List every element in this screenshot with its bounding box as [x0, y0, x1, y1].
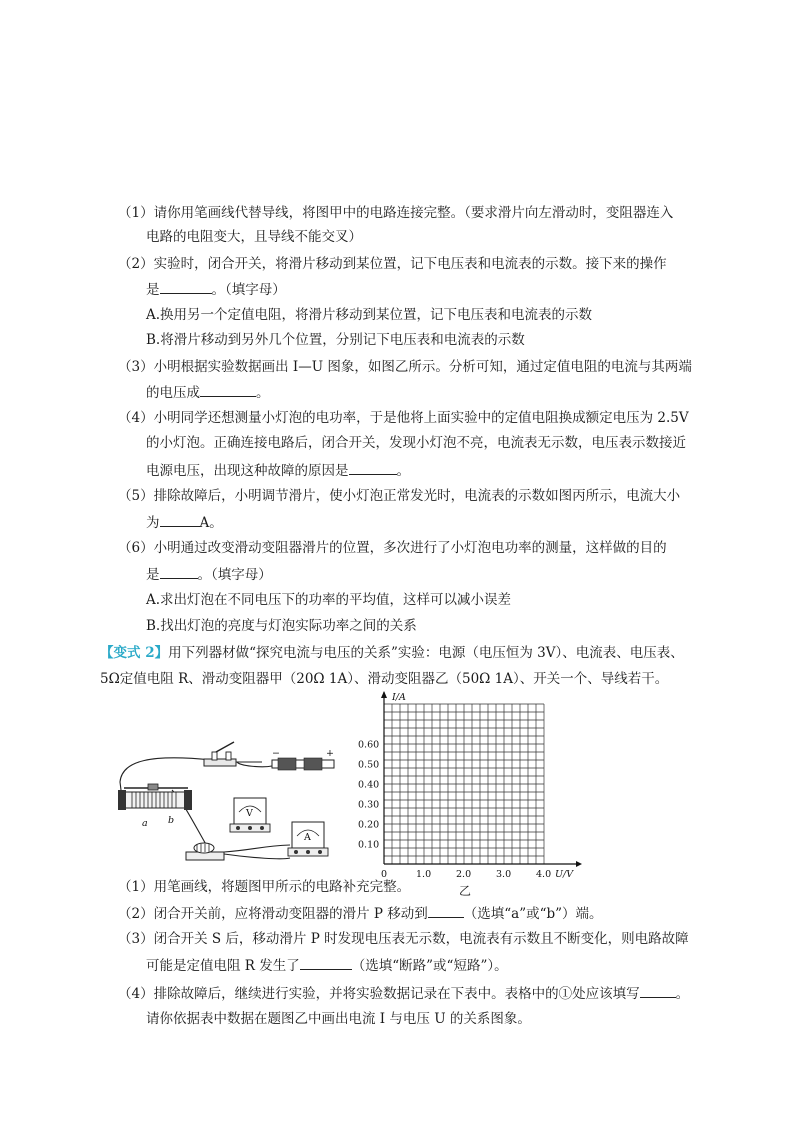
q4-line-2: 的小灯泡。正确连接电路后，闭合开关，发现小灯泡不亮，电流表无示数，电压表示数接近 [146, 435, 686, 451]
q2-line-2 [146, 279, 286, 300]
q4-line-3 [146, 460, 410, 481]
q1-line-1: （1）请你用笔画线代替导线，将图甲中的电路连接完整。（要求滑片向左滑动时，变阻器连入 [118, 205, 674, 221]
q2-line-1: （2）实验时，闭合开关，将滑片移动到某位置，记下电压表和电流表的示数。接下来的操作 [118, 256, 667, 272]
battery-plus-label: + [326, 748, 334, 759]
x-tick-label: 3.0 [496, 869, 512, 880]
y-tick-label: 0.10 [358, 839, 380, 851]
q2-text-pre: 是 [146, 282, 160, 298]
v2-q1-line: （1）用笔画线，将题图甲所示的电路补充完整。 [118, 879, 411, 895]
q4-answer-blank[interactable] [349, 460, 397, 475]
battery-icon [272, 748, 334, 770]
v2-q2-text-pre: （2）闭合开关前，应将滑动变阻器的滑片 P 移动到 [118, 906, 428, 922]
v2-q3-line-1: （3）闭合开关 S 后，移动滑片 P 时发现电压表无示数，电流表有示数且不断变化，则电路故障 [118, 931, 689, 947]
q6-option-b: B.找出灯泡的亮度与灯泡实际功率之间的关系 [146, 618, 417, 634]
v2-q4-text-post: 。 [675, 986, 690, 1002]
v2-q2-line [118, 903, 603, 924]
v2-q3-text-pre: 可能是定值电阻 R 发生了 [146, 958, 300, 974]
q6-answer-blank[interactable] [160, 564, 198, 579]
rheostat-icon[interactable] [118, 784, 192, 810]
variant2-tag: 【变式 2】 [100, 645, 169, 661]
q5-text-post: A。 [199, 515, 223, 531]
v2-q2-answer-blank[interactable] [428, 903, 464, 918]
v2-q4-line-2: 请你依据表中数据在题图乙中画出电流 I 与电压 U 的关系图象。 [146, 1011, 531, 1027]
resistor-icon [186, 843, 224, 860]
variant2-intro-line-2: 5Ω定值电阻 R、滑动变阻器甲（20Ω 1A）、滑动变阻器乙（50Ω 1A）、开关一个、导线若干。 [100, 671, 669, 687]
q6-line-2 [146, 564, 272, 585]
x-axis-arrow [576, 861, 582, 867]
x-tick-label: 4.0 [536, 869, 552, 880]
q6-text-pre: 是 [146, 567, 160, 583]
voltmeter-label: V [246, 808, 253, 819]
y-axis-arrow [381, 691, 387, 698]
graph-figure-label: 乙 [459, 884, 472, 898]
ammeter-label: A [304, 832, 311, 843]
y-tick-label: 0.40 [358, 779, 380, 791]
y-axis-label: I/A [392, 692, 406, 703]
graph-grid [384, 704, 544, 864]
y-tick-label: 0.30 [358, 799, 380, 811]
q2-option-b: B.将滑片移动到另外几个位置，分别记下电压表和电流表的示数 [146, 332, 525, 348]
q5-text-pre: 为 [146, 515, 160, 531]
q5-line-1: （5）排除故障后，小明调节滑片，使小灯泡正常发光时，电流表的示数如图丙所示，电流大小 [118, 488, 681, 504]
voltmeter-icon [230, 798, 270, 832]
terminal-b-label: b [168, 815, 175, 826]
q3-line-1: （3）小明根据实验数据画出 I—U 图象，如图乙所示。分析可知，通过定值电阻的电流与其两端 [118, 359, 692, 375]
circuit-diagram [112, 740, 342, 875]
q3-line-2 [146, 382, 270, 403]
y-tick-label: 0.20 [358, 819, 380, 831]
q5-line-2 [146, 512, 223, 533]
v2-q3-text-post: （选填“断路”或“短路”）。 [351, 958, 508, 974]
v2-q4-answer-blank[interactable] [640, 983, 676, 998]
v2-q3-answer-blank[interactable] [300, 955, 352, 970]
v2-q3-line-2 [146, 955, 508, 976]
variant2-intro-line-1 [100, 643, 684, 663]
q3-text-post: 。 [256, 385, 270, 401]
terminal-a-label: a [142, 818, 148, 829]
x-tick-label: 2.0 [456, 869, 472, 880]
ammeter-icon [288, 822, 328, 856]
y-tick-label: 0.50 [358, 759, 380, 771]
x-tick-label: 0 [381, 869, 388, 880]
q4-text-pre: 电源电压，出现这种故障的原因是 [146, 463, 349, 479]
q3-text-pre: 的电压成 [146, 385, 200, 401]
q3-answer-blank[interactable] [200, 382, 256, 397]
variant2-intro-text: 用下列器材做“探究电流与电压的关系”实验：电源（电压恒为 3V）、电流表、电压表、 [168, 645, 684, 661]
x-axis-label: U/V [555, 869, 574, 880]
q6-line-1: （6）小明通过改变滑动变阻器滑片的位置，多次进行了小灯泡电功率的测量，这样做的目的 [118, 540, 667, 556]
q2-text-post: 。（填字母） [211, 282, 286, 298]
q2-option-a: A.换用另一个定值电阻，将滑片移动到某位置，记下电压表和电流表的示数 [146, 307, 593, 323]
v2-q4-line-1 [118, 983, 689, 1004]
q1-line-2: 电路的电阻变大，且导线不能交叉） [146, 229, 362, 245]
q6-text-post: 。（填字母） [197, 567, 272, 583]
switch-icon[interactable] [204, 742, 236, 766]
v2-q2-text-post: （选填“a”或“b”）端。 [463, 906, 603, 922]
q4-text-post: 。 [396, 463, 410, 479]
y-tick-label: 0.60 [358, 739, 380, 751]
q5-answer-blank[interactable] [160, 512, 200, 527]
q6-option-a: A.求出灯泡在不同电压下的功率的平均值，这样可以减小误差 [146, 592, 512, 608]
v2-q4-text-pre: （4）排除故障后，继续进行实验，并将实验数据记录在下表中。表格中的①处应该填写 [118, 986, 640, 1002]
x-tick-label: 1.0 [416, 869, 432, 880]
battery-minus-label: − [272, 748, 280, 759]
q2-answer-blank[interactable] [160, 279, 212, 294]
iu-graph [356, 688, 586, 884]
q4-line-1: （4）小明同学还想测量小灯泡的电功率，于是他将上面实验中的定值电阻换成额定电压为 2.5V [118, 410, 689, 426]
